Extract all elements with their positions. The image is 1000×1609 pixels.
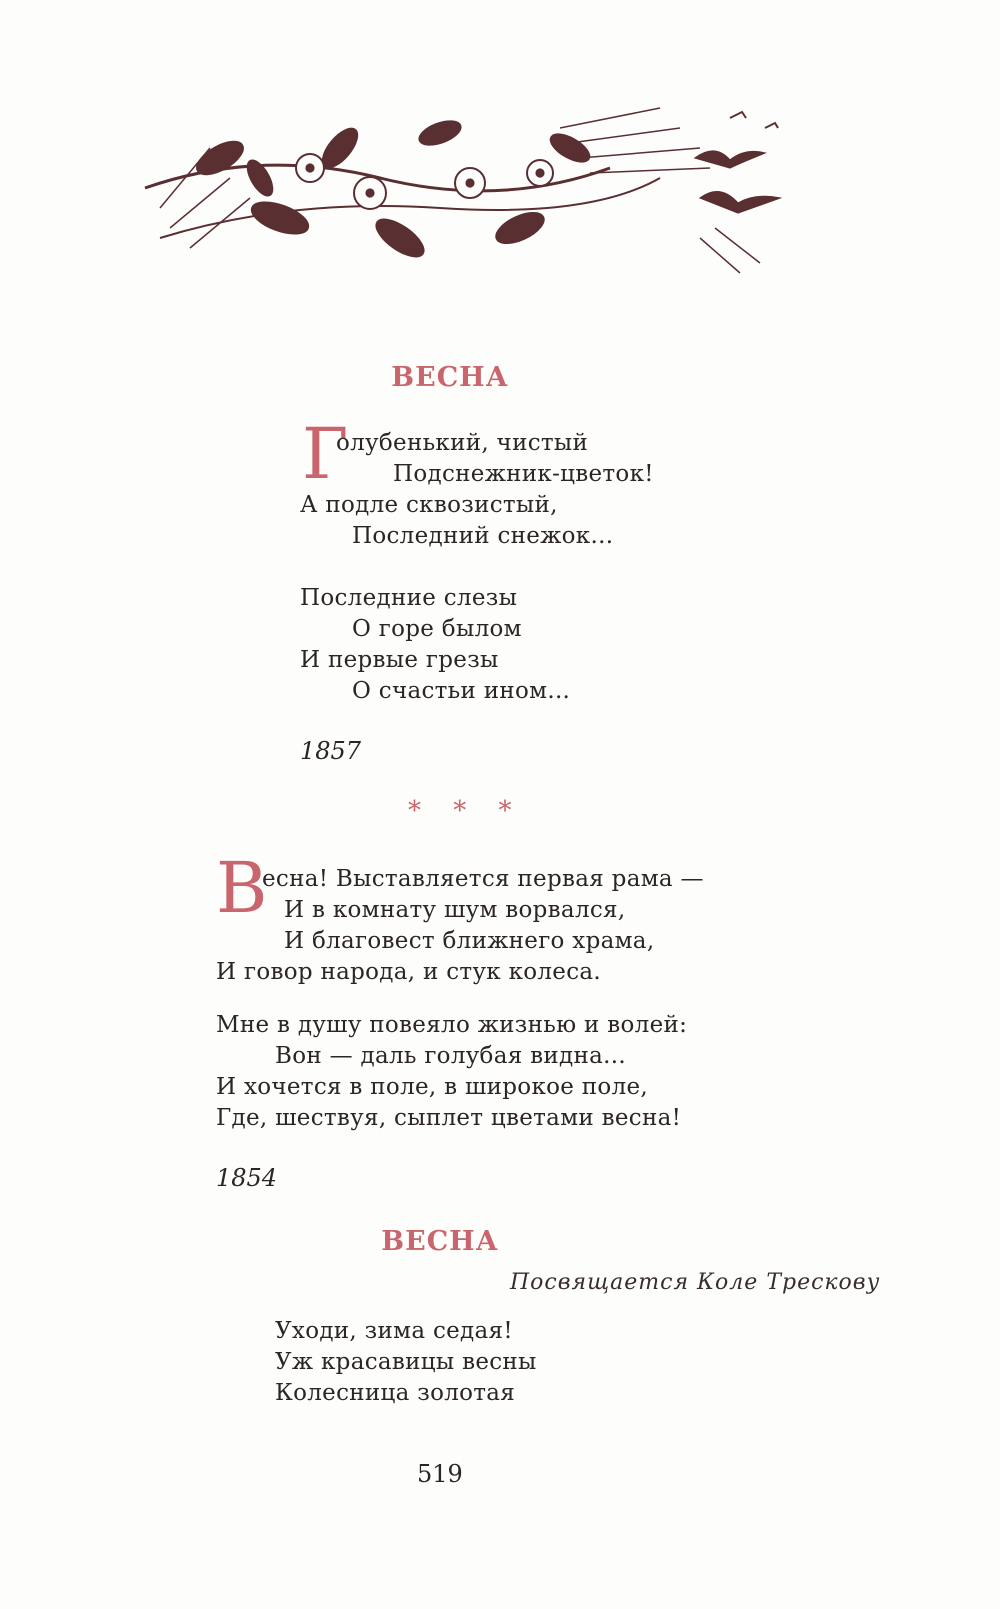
poem-line: Где, шествуя, сыплет цветами весна! [216, 1105, 682, 1131]
poem-line: Уж красавицы весны [275, 1349, 537, 1375]
drop-cap: Г [302, 413, 349, 495]
poem-dedication: Посвящается Коле Трескову [510, 1270, 881, 1295]
poem-line: Подснежник-цветок! [393, 461, 654, 487]
section-separator: * * * [408, 796, 524, 826]
poem-line: А подле сквозистый, [300, 492, 558, 518]
poem-year: 1854 [216, 1164, 278, 1192]
poem-line: есна! Выставляется первая рама — [262, 866, 704, 892]
poem-line: Последний снежок... [352, 523, 614, 549]
poem-line: О горе былом [352, 616, 522, 642]
poem-title: ВЕСНА [391, 362, 509, 393]
poem-line: Уходи, зима седая! [275, 1318, 513, 1344]
poem-line: Мне в душу повеяло жизнью и волей: [216, 1012, 688, 1038]
poem-line: И хочется в поле, в широкое поле, [216, 1074, 649, 1100]
poem-line: О счастьи ином... [352, 678, 571, 704]
floral-vignette-icon [140, 88, 790, 278]
poem-line: Вон — даль голубая видна... [275, 1043, 626, 1069]
poem-line: Колесница золотая [275, 1380, 516, 1406]
page-number: 519 [417, 1460, 463, 1488]
poem-line: Последние слезы [300, 585, 518, 611]
poem-line: И первые грезы [300, 647, 499, 673]
poem-title: ВЕСНА [381, 1226, 499, 1257]
poem-line: И говор народа, и стук колеса. [216, 959, 602, 985]
poem-line: И благовест ближнего храма, [284, 928, 655, 954]
poem-line: И в комнату шум ворвался, [284, 897, 626, 923]
drop-cap: В [216, 847, 268, 929]
poem-year: 1857 [300, 737, 362, 765]
poem-line: олубенький, чистый [336, 430, 589, 456]
